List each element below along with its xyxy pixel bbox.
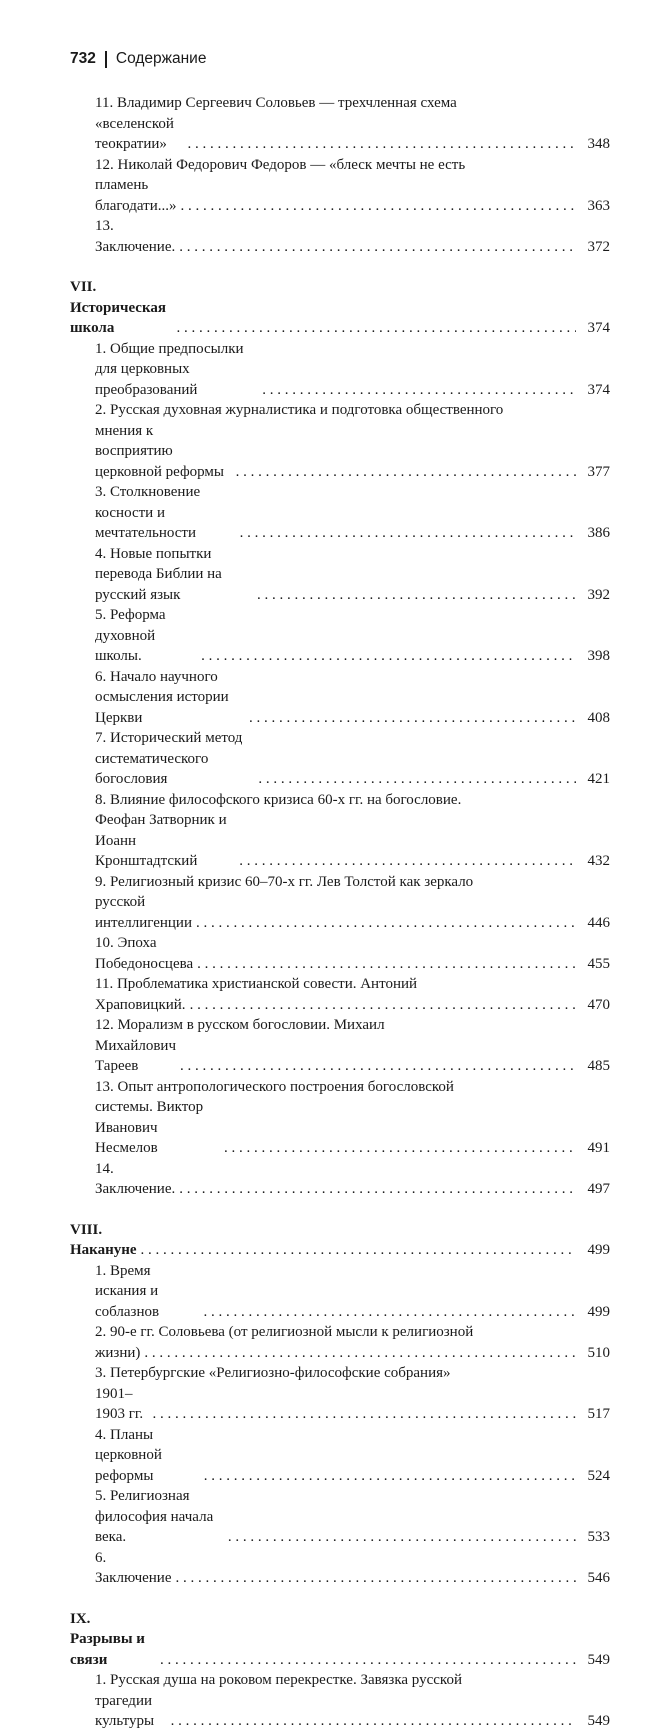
page-ref: 374 [587,381,610,398]
toc-entry[interactable] [95,1548,610,1589]
entry-title: 4. Планы церковной реформы [95,1426,162,1484]
running-header [70,50,206,68]
page-ref: 377 [587,463,610,480]
section-gap [70,1200,610,1220]
entry-title: 12. Морализм в русском богословии. Михаил [95,1017,385,1033]
dot-leader [196,913,576,934]
dot-leader [176,318,576,339]
section-gap [70,257,610,277]
entry-title: 3. Столкновение косности и мечтательности [95,484,201,541]
entry-title: 14. Заключение. [95,1160,176,1197]
entry-title: 1. Русская душа на роковом перекрестке. Завязка русской [95,1672,462,1688]
entry-title: 6. Заключение [95,1549,172,1586]
toc-entry[interactable] [95,872,610,934]
page-ref: 517 [587,1406,610,1422]
page-ref: 497 [587,1181,610,1197]
entry-title: трагедии культуры [95,1692,155,1729]
toc-entry[interactable] [95,155,610,217]
page-ref: 546 [587,1570,610,1586]
page-ref: 485 [587,1058,610,1074]
section-title: IX. Разрывы и связи [70,1610,145,1668]
toc-entry[interactable] [95,544,610,606]
entry-title: 13. Опыт антропологического построения богословской [95,1078,454,1095]
toc-entry[interactable] [95,667,610,729]
dot-leader [180,1056,576,1077]
toc-entry[interactable] [95,339,610,401]
entry-title: 5. Религиозная философия начала века. [95,1488,214,1545]
page-ref: 499 [587,1303,610,1320]
dot-leader [236,462,576,483]
dot-leader [141,1240,576,1261]
page-ref: 348 [587,136,610,152]
section-gap [70,1589,610,1609]
page-ref: 408 [587,709,610,726]
entry-title: 2. 90-е гг. Соловьева (от религиозной мысли к религиозной [95,1324,474,1340]
toc-entry[interactable] [95,400,610,482]
page-ref: 392 [587,586,610,603]
toc-entry[interactable] [95,1670,610,1732]
page-ref: 446 [587,914,610,931]
entry-title: 12. Николай Федорович Федоров — «блеск мечты не есть [95,156,466,173]
toc-entry[interactable] [95,482,610,544]
page-ref: 491 [587,1140,610,1156]
entry-title: «вселенской теократии» [95,115,174,152]
toc-entry[interactable] [95,1015,610,1077]
entry-title: мнения к восприятию церковной реформы [95,422,225,480]
toc-entry[interactable] [95,1486,610,1548]
dot-leader [239,851,576,872]
dot-leader [176,1568,577,1589]
dot-leader [180,196,576,217]
dot-leader [249,708,576,729]
page-ref: 398 [587,648,610,664]
entry-title: 5. Реформа духовной школы. [95,607,166,664]
entry-title: 13. Заключение. [95,218,176,255]
table-of-contents [70,93,610,1732]
entry-title: 11. Владимир Сергеевич Соловьев — трехчленная схема [95,95,457,111]
dot-leader [187,134,576,155]
entry-title: 4. Новые попытки перевода Библии на русский язык [95,545,222,603]
running-title: Содержание [115,50,207,67]
entry-title: 11. Проблематика христианской совести. Антоний [95,976,418,992]
page-ref: 549 [587,1651,610,1668]
entry-title: 9. Религиозный кризис 60–70-х гг. Лев Толстой как зеркало [95,873,474,890]
header-divider [105,51,107,68]
entry-title: 8. Влияние философского кризиса 60-х гг. на богословие. [95,791,462,808]
dot-leader [228,1527,576,1548]
entry-title: жизни) [95,1344,141,1361]
toc-entry[interactable] [95,1077,610,1159]
page-ref: 386 [587,525,610,541]
entry-title: 7. Исторический метод систематического богословия [95,730,243,787]
toc-entry[interactable] [95,1159,610,1200]
dot-leader [197,954,576,975]
dot-leader [204,1466,576,1487]
page-ref: 363 [587,197,610,214]
dot-leader [179,237,576,258]
toc-entry[interactable] [95,1261,610,1323]
page-ref: 374 [587,320,610,336]
entry-title: 6. Начало научного осмысления истории Церкви [95,668,229,726]
entry-title: 1901–1903 гг. [95,1385,144,1422]
entry-title: 3. Петербургские «Религиозно-философские собрания» [95,1365,451,1381]
entry-title: системы. Виктор Иванович Несмелов [95,1099,204,1156]
dot-leader [262,380,576,401]
entry-title: 10. Эпоха Победоносцева [95,935,194,972]
toc-entry[interactable] [95,790,610,872]
toc-entry[interactable] [95,728,610,790]
dot-leader [257,585,576,606]
section-title: VIII. Накануне [70,1221,137,1258]
toc-entry[interactable] [95,1425,610,1487]
page-ref: 455 [587,955,610,972]
page-ref: 372 [587,238,610,255]
dot-leader [171,1711,576,1732]
entry-title: 1. Общие предпосылки для церковных преобразований [95,340,244,398]
toc-entry[interactable] [95,1363,610,1425]
toc-entry[interactable] [95,933,610,974]
dot-leader [144,1343,576,1364]
dot-leader [224,1138,576,1159]
dot-leader [152,1404,576,1425]
entry-title: Храповицкий. [95,996,186,1013]
entry-title: Михайлович Тареев [95,1037,176,1074]
page-ref: 499 [587,1242,610,1258]
dot-leader [258,769,576,790]
toc-entry[interactable] [95,974,610,1015]
page-ref: 510 [587,1344,610,1361]
entry-title: 2. Русская духовная журналистика и подготовка общественного [95,402,504,418]
page-ref: 549 [587,1713,610,1729]
dot-leader [179,1179,576,1200]
dot-leader [240,523,576,544]
page-ref: 432 [587,853,610,869]
section-title: VII. Историческая школа [70,279,166,336]
page-ref: 470 [587,996,610,1013]
page-ref: 421 [587,771,610,787]
entry-title: 1. Время искания и соблазнов [95,1262,160,1320]
toc-entry[interactable] [95,93,610,155]
toc-section-heading[interactable] [70,1609,610,1671]
toc-entry[interactable] [95,1322,610,1363]
toc-entry[interactable] [95,605,610,667]
entry-title: Феофан Затворник и Иоанн Кронштадтский [95,812,227,869]
dot-leader [160,1650,576,1671]
toc-entry[interactable] [95,216,610,257]
toc-section-heading[interactable] [70,277,610,339]
entry-title: русской интеллигенции [95,894,192,931]
dot-leader [190,995,576,1016]
page-ref: 533 [587,1529,610,1545]
dot-leader [201,646,576,667]
page-number: 732 [70,50,96,67]
dot-leader [203,1302,576,1323]
toc-section-heading[interactable] [70,1220,610,1261]
entry-title: пламень благодати...» [95,177,177,214]
page-ref: 524 [587,1467,610,1484]
